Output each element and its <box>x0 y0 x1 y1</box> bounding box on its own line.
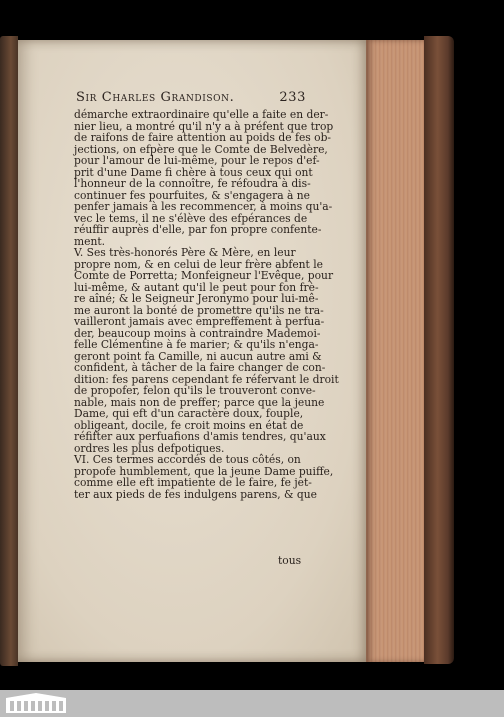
text-line: confident, à tâcher de la faire changer de con- <box>74 361 326 374</box>
text-line: pour l'amour de lui-même, pour le repos d'ef- <box>74 154 320 167</box>
text-line: réfifter aux perfuafions d'amis tendres, qu'aux <box>74 430 326 443</box>
text-line: der, beaucoup moins à contraindre Mademoi- <box>74 326 321 340</box>
text-line: me auront la bonté de promettre qu'ils ne tra- <box>74 303 324 317</box>
running-header <box>76 90 306 108</box>
text-line: V. Ses très-honorés Père & Mère, en leur <box>74 246 296 259</box>
text-line: obligeant, docile, fe croit moins en état de <box>74 418 304 432</box>
text-line: vec le tems, il ne s'élève des efpérances de <box>74 211 308 225</box>
text-line: re aîné; & le Seigneur Jeronymo pour lui-mê- <box>74 292 319 305</box>
text-line: l'honneur de la connoître, fe réfoudra à dis- <box>74 177 311 190</box>
library-building-icon <box>4 692 72 715</box>
text-line: propre nom, & en celui de leur frère abfent le <box>74 257 323 271</box>
text-line: prit d'une Dame fi chère à tous ceux qui ont <box>74 165 313 179</box>
text-line: nable, mais non de preffer; parce que la jeune <box>74 395 325 409</box>
text-line: continuer fes pourfuites, & s'engagera à ne <box>74 188 310 202</box>
text-line: de propofer, felon qu'ils le trouveront conve- <box>74 384 316 397</box>
page-body-text <box>74 108 339 501</box>
text-line: comme elle eft impatiente de le faire, fe jet- <box>74 476 312 489</box>
text-line: dition: fes parens cependant fe réfervant le droit <box>74 372 339 386</box>
viewer-footer-bar <box>0 690 504 717</box>
text-line: Comte de Porretta; Monfeigneur l'Evêque, pour <box>74 269 334 282</box>
text-line: felle Clémentine à fe marier; & qu'ils n'enga- <box>74 338 319 351</box>
text-line: Dame, qui eft d'un caractère doux, fouple, <box>74 407 304 420</box>
text-line: propofe humblement, que la jeune Dame puiffe, <box>74 464 334 478</box>
running-title: Sir Charles Grandison. <box>76 90 235 105</box>
text-line: lui-même, & autant qu'il le peut pour fon frè- <box>74 280 319 294</box>
text-line: nier lieu, a montré qu'il n'y a à préfent que trop <box>74 119 334 133</box>
text-line: de raifons de faire attention au poids de fes ob- <box>74 131 332 144</box>
page-edges <box>366 40 426 662</box>
text-line: geront point fa Camille, ni aucun autre ami & <box>74 349 322 363</box>
text-line: démarche extraordinaire qu'elle a faite en der- <box>74 108 329 121</box>
text-line: ment. <box>74 234 106 248</box>
text-line: ordres les plus defpotiques. <box>74 441 225 455</box>
text-line: vailleront jamais avec empreffement à perfua- <box>74 315 325 328</box>
text-line: jections, on efpère que le Comte de Belvedère, <box>74 142 328 156</box>
text-line: réuffir auprès d'elle, par fon propre confente- <box>74 223 322 236</box>
catchword: tous <box>278 554 302 567</box>
text-line: VI. Ces termes accordés de tous côtés, on <box>74 453 301 466</box>
left-cover <box>0 36 18 666</box>
page-number: 233 <box>279 90 306 105</box>
text-line: penfer jamais à les recommencer, à moins qu'a- <box>74 200 333 213</box>
right-cover <box>424 36 454 664</box>
text-line: ter aux pieds de fes indulgens parens, & que <box>74 487 317 501</box>
